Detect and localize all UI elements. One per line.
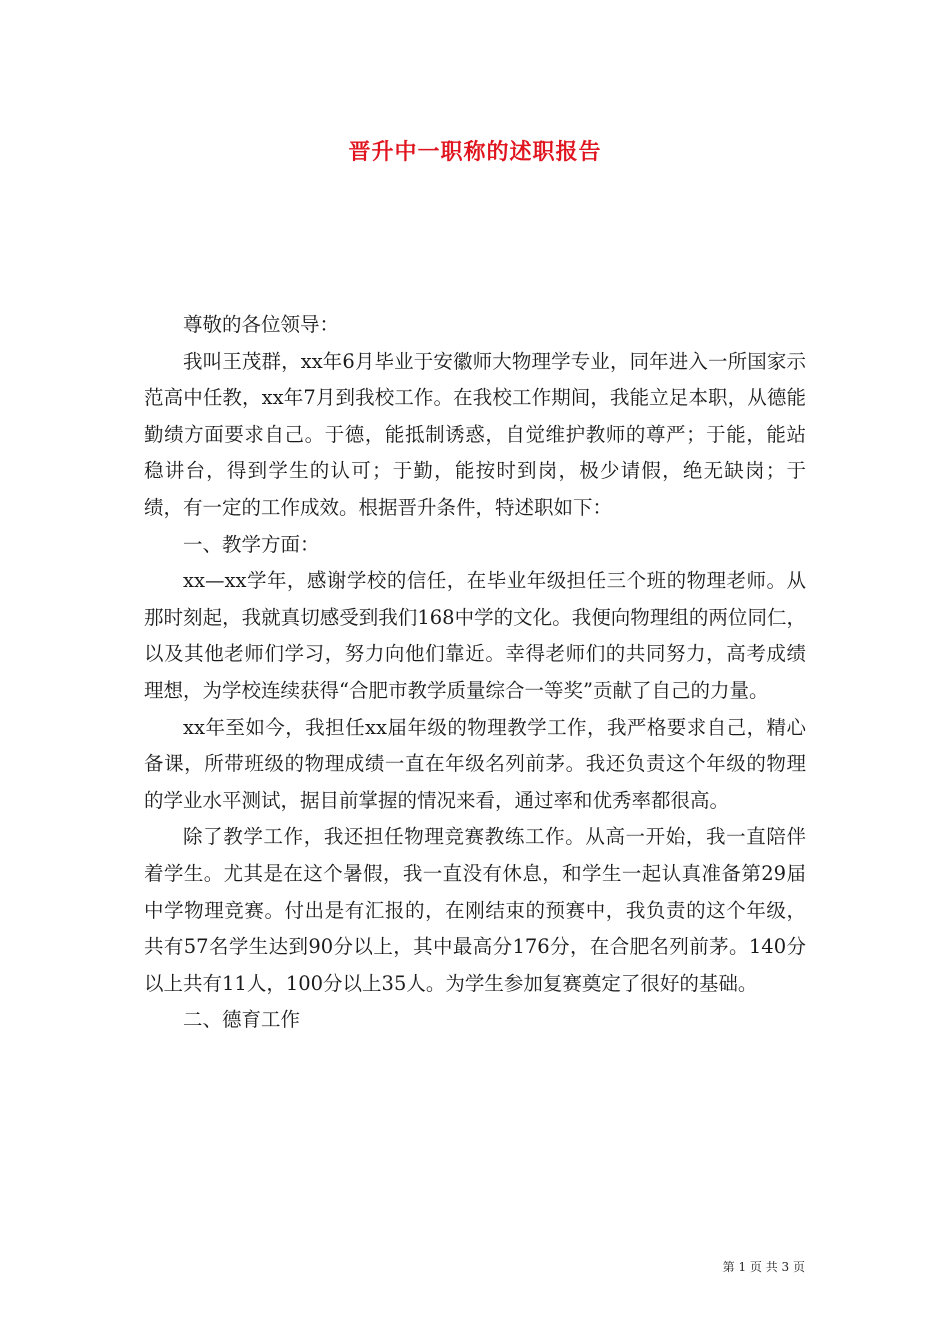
salutation: 尊敬的各位领导： [183, 313, 340, 336]
document-body [144, 307, 806, 1039]
paragraph-competition: 除了教学工作，我还担任物理竞赛教练工作。从高一开始，我一直陪伴着学生。尤其是在这个暑假，我一直没有休息，和学生一起认真准备第29届中学物理竞赛。付出是有汇报的，在刚结束的预赛中，我负责的这个年级，共有57名学生达到90分以上，其中最高分176分，在合肥名列前茅。140分以上共有11人，100分以上35人。为学生参加复赛奠定了很好的基础。 [144, 825, 806, 995]
paragraph-teaching-2: xx年至如今，我担任xx届年级的物理教学工作，我严格要求自己，精心备课，所带班级的物理成绩一直在年级名列前茅。我还负责这个年级的物理的学业水平测试，据目前掌握的情况来看，通过率和优秀率都很高。 [144, 715, 806, 812]
paragraph-intro: 我叫王茂群，xx年6月毕业于安徽师大物理学专业，同年进入一所国家示范高中任教，xx年7月到我校工作。在我校工作期间，我能立足本职，从德能勤绩方面要求自己。于德，能抵制诱惑，自觉维护教师的尊严；于能，能站稳讲台，得到学生的认可；于勤，能按时到岗，极少请假，绝无缺岗；于绩，有一定的工作成效。根据晋升条件，特述职如下： [144, 349, 806, 519]
page-number-footer: 第 1 页 共 3 页 [722, 1260, 805, 1274]
section-heading-teaching: 一、教学方面： [183, 532, 320, 556]
document-title: 晋升中一职称的述职报告 [348, 139, 602, 165]
paragraph-teaching-1: xx—xx学年，感谢学校的信任，在毕业年级担任三个班的物理老师。从那时刻起，我就真切感受到我们168中学的文化。我便向物理组的两位同仁，以及其他老师们学习，努力向他们靠近。幸得老师们的共同努力，高考成绩理想，为学校连续获得“合肥市教学质量综合一等奖”贡献了自己的力量。 [144, 569, 806, 702]
section-heading-moral: 二、德育工作 [183, 1008, 301, 1032]
